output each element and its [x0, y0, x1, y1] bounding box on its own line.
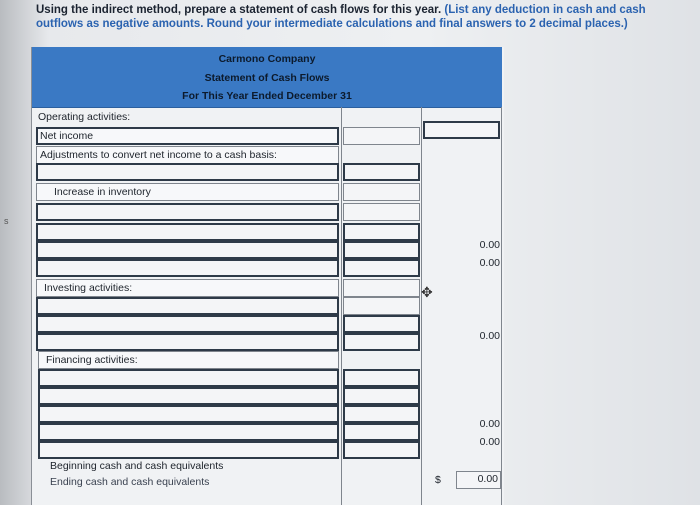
financing-row-4-label-input[interactable] [38, 423, 339, 441]
operating-subtotal-value: 0.00 [479, 239, 500, 251]
investing-row-2-label-input[interactable] [36, 315, 339, 333]
adjustment-row-3-amount-input[interactable] [343, 203, 420, 221]
statement-title: Statement of Cash Flows [204, 72, 330, 84]
move-cursor-icon: ✥ [421, 284, 433, 300]
ending-cash-value: 0.00 [477, 473, 498, 485]
adjustment-row-4-label-input[interactable] [36, 223, 339, 241]
financing-row-1-amount-input[interactable] [343, 369, 420, 387]
net-income-total-input[interactable] [423, 121, 500, 139]
adjustment-row-1-amount-input[interactable] [343, 163, 420, 181]
investing-row-3-amount-input[interactable] [343, 333, 420, 351]
investing-row-1-label-input[interactable] [36, 297, 339, 315]
net-change-value: 0.00 [479, 436, 500, 448]
financing-row-1-label-input[interactable] [38, 369, 339, 387]
investing-header-amount [343, 279, 420, 297]
instructions-main: Using the indirect method, prepare a statement of cash flows for this year. [36, 4, 442, 16]
adjustment-row-5-amount-input[interactable] [343, 241, 420, 259]
column-divider [421, 107, 422, 505]
investing-row-1-amount-input[interactable] [343, 297, 420, 315]
financing-row-2-label-input[interactable] [38, 387, 339, 405]
operating-label: Operating activities: [38, 111, 131, 123]
financing-row-4-amount-input[interactable] [343, 423, 420, 441]
net-income-label: Net income [40, 130, 94, 142]
adjustment-row-1-label-input[interactable] [36, 163, 339, 181]
financing-label: Financing activities: [46, 354, 138, 366]
currency-symbol: $ [435, 474, 441, 486]
instructions-note: (List any deduction in cash and cash outflows as negative amounts. Round your intermediate calculations and final answers to 2 decimal places.) [36, 4, 646, 30]
net-change-label-input[interactable] [38, 441, 339, 459]
column-divider [501, 107, 502, 505]
net-change-amount-input[interactable] [343, 441, 420, 459]
adjustment-row-2-amount-input[interactable] [343, 183, 420, 201]
instructions [36, 3, 696, 31]
increase-inventory-label: Increase in inventory [54, 186, 151, 198]
investing-label: Investing activities: [44, 282, 133, 294]
operating-total-value: 0.00 [479, 257, 500, 269]
adjustment-row-6-label-input[interactable] [36, 259, 339, 277]
net-income-amount-input[interactable] [343, 127, 420, 145]
beginning-cash-label: Beginning cash and cash equivalents [50, 460, 224, 472]
adjustment-row-6-amount-input[interactable] [343, 259, 420, 277]
financing-total-value: 0.00 [479, 418, 500, 430]
adjustment-row-3-label-input[interactable] [36, 203, 339, 221]
investing-row-3-label-input[interactable] [36, 333, 339, 351]
ending-cash-label: Ending cash and cash equivalents [50, 476, 210, 488]
company-name: Carmono Company [218, 53, 316, 65]
cash-flow-worksheet [31, 47, 504, 505]
left-edge-mark: s [4, 216, 9, 226]
financing-row-3-amount-input[interactable] [343, 405, 420, 423]
financing-row-2-amount-input[interactable] [343, 387, 420, 405]
investing-total-value: 0.00 [479, 330, 500, 342]
adjustments-label: Adjustments to convert net income to a cash basis: [40, 149, 277, 161]
investing-row-2-amount-input[interactable] [343, 315, 420, 333]
statement-header [32, 47, 502, 108]
adjustment-row-5-label-input[interactable] [36, 241, 339, 259]
column-divider [341, 107, 342, 505]
statement-period: For This Year Ended December 31 [182, 90, 352, 102]
adjustment-row-4-amount-input[interactable] [343, 223, 420, 241]
financing-row-3-label-input[interactable] [38, 405, 339, 423]
